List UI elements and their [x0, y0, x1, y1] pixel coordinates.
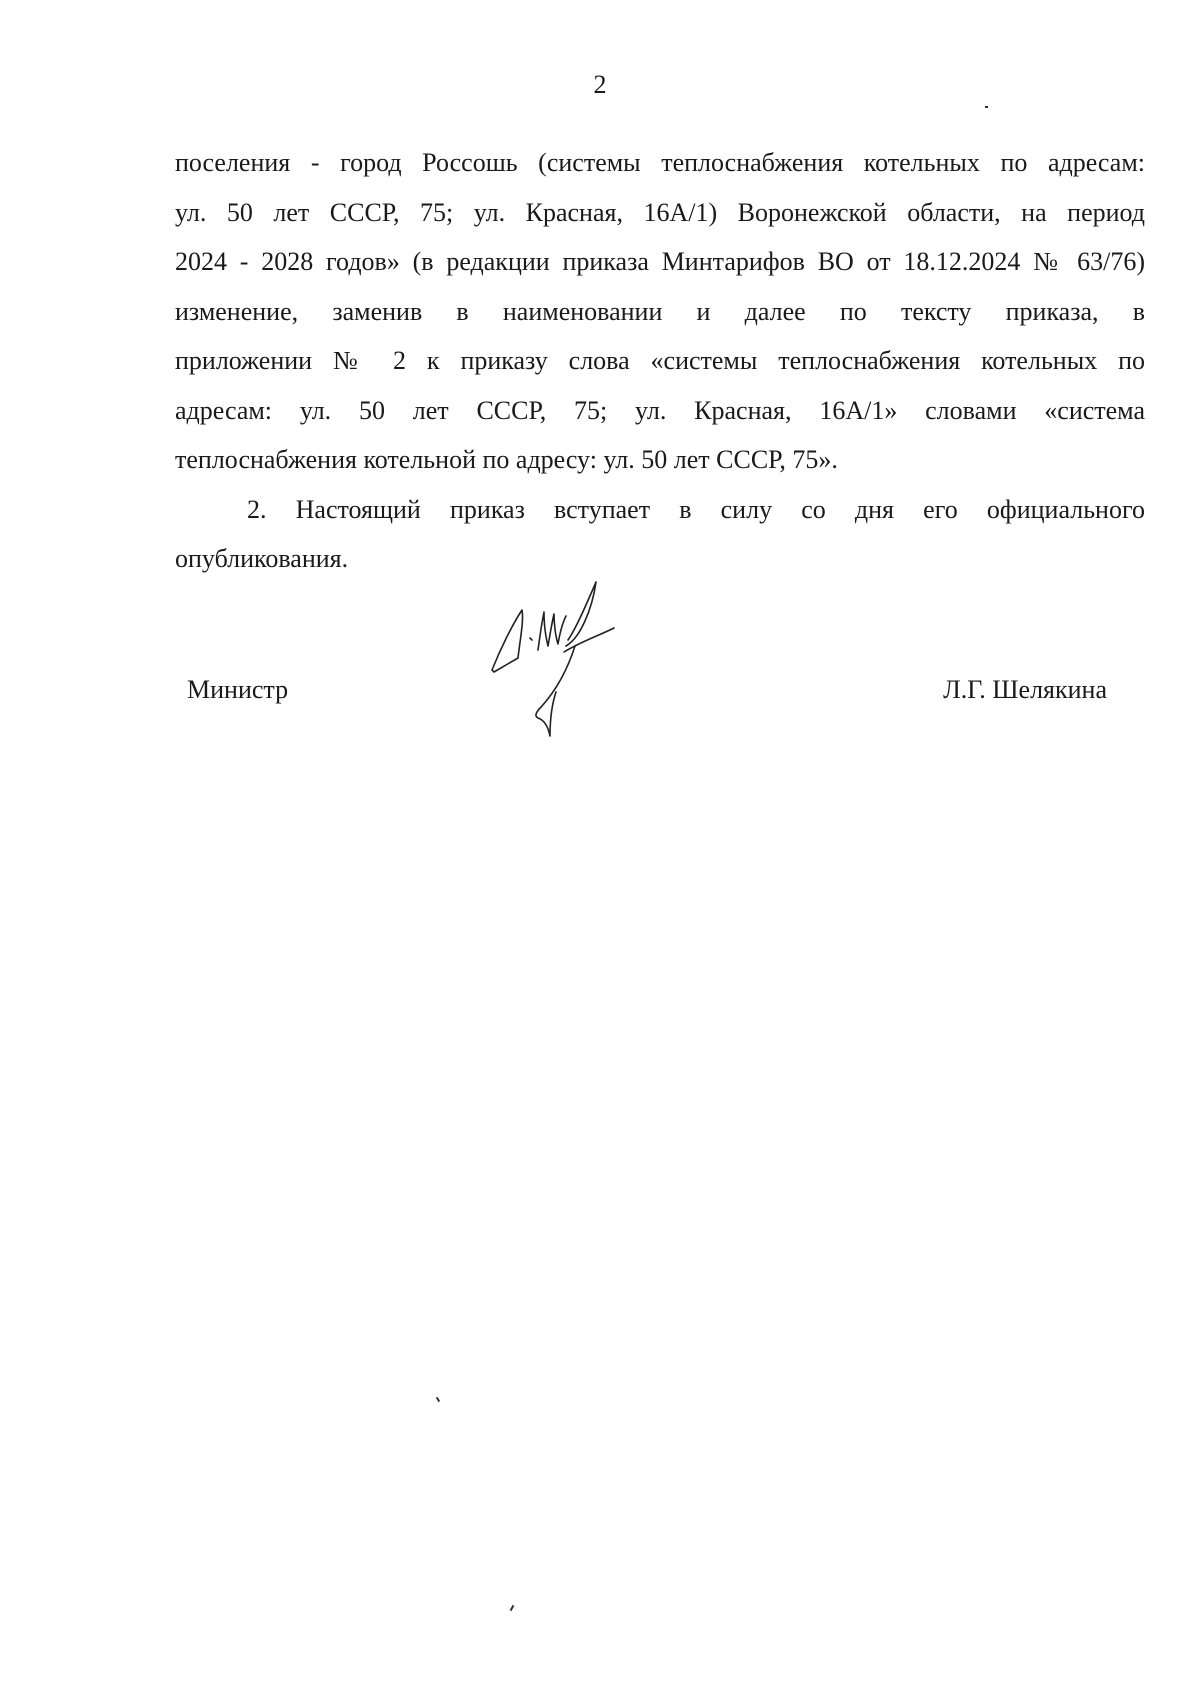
signer-position: Министр — [187, 675, 289, 704]
signature-block — [0, 655, 1200, 775]
text-line: изменение, заменив в наименовании и далее по тексту приказа, в — [175, 296, 1145, 326]
page-number: 2 — [593, 70, 607, 99]
document-body — [175, 138, 1145, 584]
text-line: ул. 50 лет СССР, 75; ул. Красная, 16А/1) Воронежской области, на период — [175, 197, 1145, 227]
text-line: теплоснабжения котельной по адресу: ул. 50 лет СССР, 75». — [175, 445, 838, 474]
scan-speck — [510, 1605, 515, 1611]
text-line: опубликования. — [175, 544, 349, 573]
text-line: 2. Настоящий приказ вступает в силу со дня его официального — [247, 494, 1145, 524]
paragraph-2 — [175, 485, 1145, 584]
paragraph-1 — [175, 138, 1145, 485]
text-line: адресам: ул. 50 лет СССР, 75; ул. Красная, 16А/1» словами «система — [175, 395, 1145, 425]
scan-speck — [985, 106, 988, 108]
text-line: 2024 - 2028 годов» (в редакции приказа Минтарифов ВО от 18.12.2024 № 63/76) — [175, 247, 1145, 276]
signer-name: Л.Г. Шелякина — [943, 675, 1107, 704]
text-line: приложении № 2 к приказу слова «системы теплоснабжения котельных по — [175, 346, 1145, 375]
handwritten-signature — [480, 580, 630, 770]
text-line: поселения - город Россошь (системы теплоснабжения котельных по адресам: — [175, 148, 1145, 177]
scan-speck — [436, 1397, 440, 1402]
